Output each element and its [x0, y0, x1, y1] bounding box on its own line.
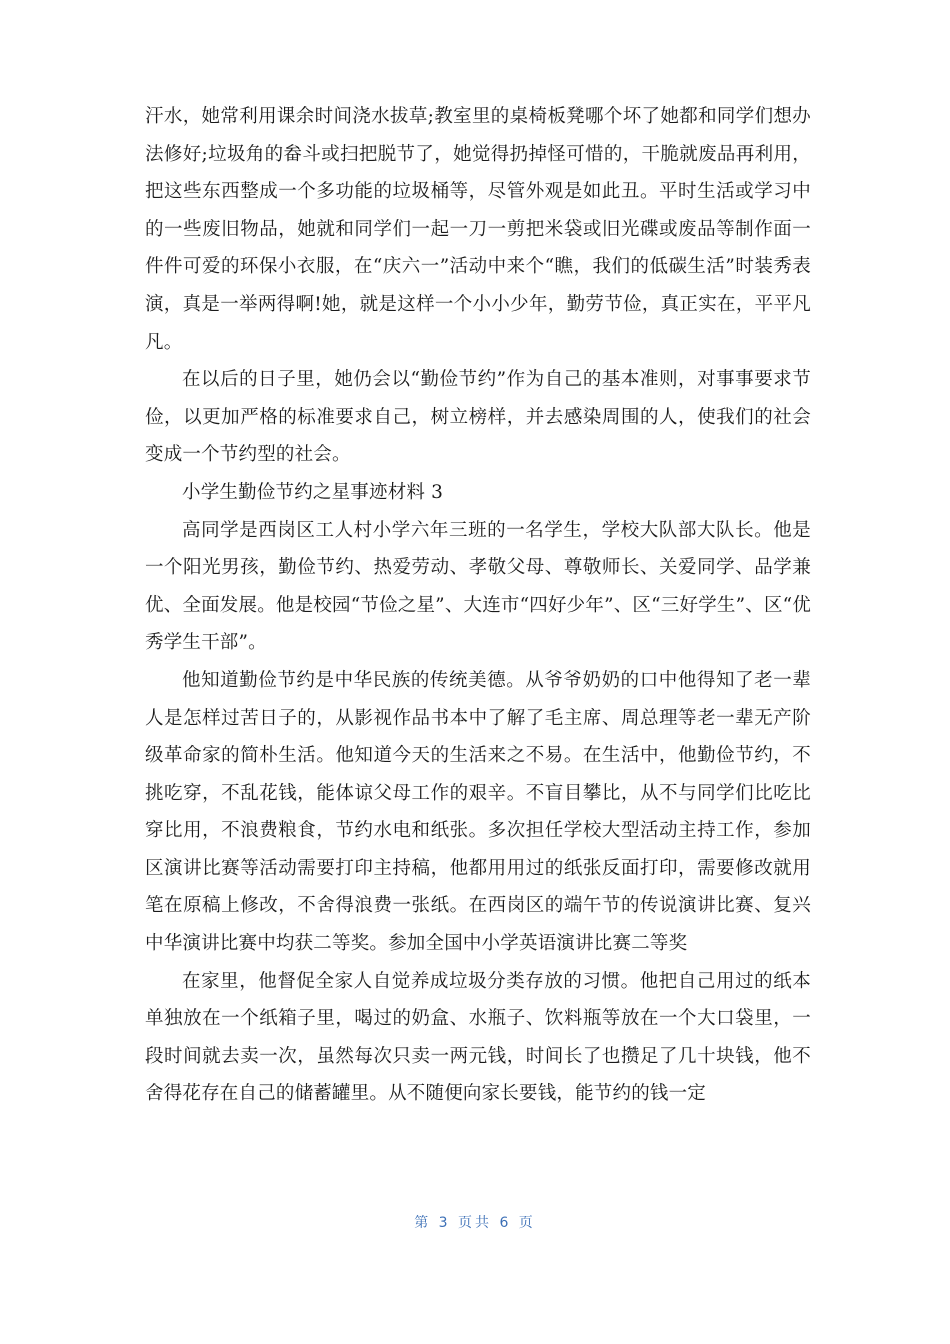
document-body	[145, 98, 811, 1113]
page-footer	[0, 1212, 950, 1232]
paragraph-continuation: 汗水，她常利用课余时间浇水拔草;教室里的桌椅板凳哪个坏了她都和同学们想办法修好;垃圾角的畚斗或扫把脱节了，她觉得扔掉怪可惜的，干脆就废品再利用，把这些东西整成一个多功能的垃圾桶等，尽管外观是如此丑。平时生活或学习中的一些废旧物品，她就和同学们一起一刀一剪把米袋或旧光碟或废品等制作面一件件可爱的环保小衣服，在“庆六一”活动中来个“瞧，我们的低碳生活”时装秀表演，真是一举两得啊!她，就是这样一个小小少年，勤劳节俭，真正实在，平平凡凡。	[145, 106, 811, 353]
paragraph: 在家里，他督促全家人自觉养成垃圾分类存放的习惯。他把自己用过的纸本单独放在一个纸箱子里，喝过的奶盒、水瓶子、饮料瓶等放在一个大口袋里，一段时间就去卖一次，虽然每次只卖一两元钱，时间长了也攒足了几十块钱，他不舍得花存在自己的储蓄罐里。从不随便向家长要钱，能节约的钱一定	[145, 970, 811, 1105]
paragraph: 在以后的日子里，她仍会以“勤俭节约”作为自己的基本准则，对事事要求节俭，以更加严格的标准要求自己，树立榜样，并去感染周围的人，使我们的社会变成一个节约型的社会。	[145, 369, 811, 466]
section-heading: 小学生勤俭节约之星事迹材料 3	[182, 481, 444, 503]
page-number-label: 第 3 页共 6 页	[414, 1215, 536, 1231]
paragraph: 他知道勤俭节约是中华民族的传统美德。从爷爷奶奶的口中他得知了老一辈人是怎样过苦日子的，从影视作品书本中了解了毛主席、周总理等老一辈无产阶级革命家的简朴生活。他知道今天的生活来之不易。在生活中，他勤俭节约，不挑吃穿，不乱花钱，能体谅父母工作的艰辛。不盲目攀比，从不与同学们比吃比穿比用，不浪费粮食，节约水电和纸张。多次担任学校大型活动主持工作，参加区演讲比赛等活动需要打印主持稿，他都用用过的纸张反面打印，需要修改就用笔在原稿上修改，不舍得浪费一张纸。在西岗区的端午节的传说演讲比赛、复兴中华演讲比赛中均获二等奖。参加全国中小学英语演讲比赛二等奖	[145, 669, 811, 955]
paragraph: 高同学是西岗区工人村小学六年三班的一名学生，学校大队部大队长。他是一个阳光男孩，勤俭节约、热爱劳动、孝敬父母、尊敬师长、关爱同学、品学兼优、全面发展。他是校园“节俭之星”、大连市“四好少年”、区“三好学生”、区“优秀学生干部”。	[145, 519, 812, 654]
